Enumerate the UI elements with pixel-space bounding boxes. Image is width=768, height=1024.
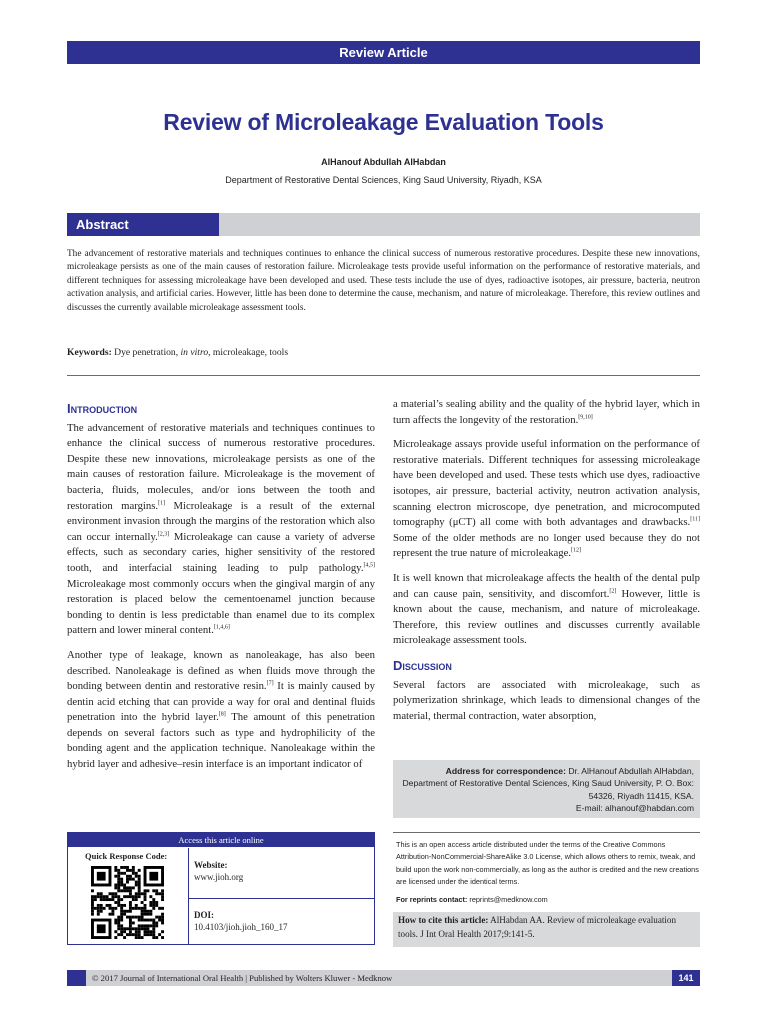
correspondence-line-3: 54326, Riyadh 11415, KSA.	[588, 790, 694, 801]
intro-paragraph-3	[393, 397, 700, 428]
intro-paragraph-5	[393, 571, 700, 649]
access-divider-vertical	[188, 848, 189, 944]
paragraph-text: The amount of this penetration depends on several factors such as type and hydrophilicity of the bonding agent and the application technique. Nanoleakage within the hybrid layer and adhesive–resin interface is an important indicator of	[67, 711, 375, 771]
correspondence-text	[398, 765, 694, 814]
discussion-heading: Discussion	[393, 657, 452, 673]
author-names: AlHanouf Abdullah AlHabdan	[321, 157, 446, 167]
paragraph-text: The advancement of restorative materials and techniques continues to enhance the clinical success of numerous restorative procedures. Despite these new innovations, microleakage persists as one of the main causes of restoration failure. Microleakage is the movement of bacteria, fluids, molecules, and/or ions between the tooth and restoration margins.	[67, 421, 375, 512]
abstract-text: The advancement of restorative materials and techniques continues to enhance the clinical success of numerous restorative procedures. Despite these new innovations, microleakage persists as one of the main causes of restoration failure. Microleakage tests provide useful information on the performance of restorative materials, and different techniques for assessing microleakage have been developed and used. These tests include the use of dyes, radioactive isotopes, air pressure, bacteria, neutron activation analysis, and artificial caries. However, little has been done to determine the cause, mechanism, and nature of microleakage. Therefore, this review outlines and discusses the currently available microleakage assessment tools.	[67, 249, 700, 313]
citation-reference[interactable]: [9,10]	[578, 414, 593, 421]
keywords-italic: in vitro	[180, 347, 209, 358]
paragraph-text: However, little is known about the cause, mechanism, and nature of microleakage. Therefore, this review outlines and discusses currently available microleakage assessment tools.	[393, 587, 700, 647]
footer-copyright: © 2017 Journal of International Oral Health | Published by Wolters Kluwer - Medknow	[92, 973, 393, 983]
page-number: 141	[672, 970, 700, 986]
citation-label: How to cite this article:	[398, 915, 489, 925]
website-link[interactable]: www.jioh.org	[194, 872, 244, 882]
body-column-right	[393, 397, 700, 733]
keywords-pre: Dye penetration,	[111, 347, 181, 358]
citation-body: AlHabdan AA. Review of microleakage evaluation tools. J Int Oral Health 2017;9:141-5.	[398, 915, 677, 939]
paragraph-text: Some of the older methods are no longer used because they do not represent the true nature of microleakage.	[393, 531, 700, 560]
discussion-paragraph-1: Several factors are associated with microleakage, such as polymerization shrinkage, which leads to dimensional changes of the material, thermal contraction, water absorption,	[393, 678, 700, 722]
citation-reference[interactable]: [12]	[571, 547, 582, 554]
keywords-label: Keywords:	[67, 347, 112, 358]
citation-text	[398, 914, 694, 941]
keywords-post: , microleakage, tools	[208, 347, 289, 358]
intro-paragraph-2	[67, 648, 375, 773]
citation-reference[interactable]: [1,4,6]	[213, 624, 230, 631]
correspondence-label: Address for correspondence:	[445, 766, 566, 776]
correspondence-line-2: Department of Restorative Dental Sciences, King Saud University, P. O. Box:	[402, 778, 694, 789]
introduction-heading: Introduction	[67, 401, 138, 416]
body-column-left	[67, 401, 375, 782]
paragraph-text: Microleakage most commonly occurs when the gingival margin of any restoration is placed below the cementoenamel junction because bonding to dentin is less predictable than enamel due to its complex pattern and lower mineral content.	[67, 577, 375, 637]
reprints-label: For reprints contact:	[396, 895, 468, 904]
correspondence-line-1: Dr. AlHanouf Abdullah AlHabdan,	[565, 766, 694, 776]
paragraph-text: Microleakage is a result of the external environment invasion through the margins of the restoration which also can occur internally.	[67, 499, 375, 543]
article-type-band: Review Article	[67, 41, 700, 64]
keywords-line	[67, 347, 700, 358]
citation-reference[interactable]: [7]	[266, 680, 274, 687]
license-divider	[393, 832, 700, 833]
intro-paragraph-4	[393, 437, 700, 562]
correspondence-email[interactable]: E-mail: alhanouf@habdan.com	[575, 802, 694, 813]
paragraph-text: Microleakage can cause a variety of adverse effects, such as secondary caries, higher sensitivity of the restored tooth, and interfacial staining leading to pulp pathology.	[67, 530, 375, 574]
qr-code-icon[interactable]	[91, 866, 164, 939]
citation-reference[interactable]: [4,5]	[363, 562, 375, 569]
reprints-email[interactable]: reprints@medknow.com	[467, 895, 548, 904]
section-divider	[67, 375, 700, 376]
access-divider-horizontal	[188, 898, 374, 899]
abstract-heading: Abstract	[67, 213, 219, 236]
paragraph-text: a material’s sealing ability and the quality of the hybrid layer, which in turn affects the longevity of the restoration.	[393, 398, 700, 426]
footer-accent	[67, 970, 86, 986]
doi-link[interactable]: 10.4103/jioh.jioh_160_17	[194, 922, 288, 932]
citation-reference[interactable]: [2]	[609, 587, 617, 594]
citation-reference[interactable]: [1]	[158, 500, 166, 506]
intro-paragraph-1	[67, 421, 375, 639]
citation-reference[interactable]: [11]	[690, 516, 700, 523]
article-title: Review of Microleakage Evaluation Tools	[163, 109, 604, 135]
license-text: This is an open access article distributed under the terms of the Creative Commons Attribution-NonCommercial-ShareAlike 3.0 License, which allows others to remix, tweak, and build upon the work non-commercially, as long as the author is credited and the new creations are licensed under the identical terms.	[396, 840, 699, 886]
website-label: Website:	[194, 860, 228, 870]
paragraph-text: Another type of leakage, known as nanoleakage, has also been described. Nanoleakage is defined as when fluids move through the bonding between dentin and restorative resin.	[67, 648, 375, 693]
citation-reference[interactable]: [8]	[218, 711, 226, 718]
paragraph-text: It is mainly caused by dentin acid etching that can provide a way for oral and dentinal fluids penetration into the hybrid layer.	[67, 680, 375, 724]
citation-reference[interactable]: [2,3]	[157, 531, 170, 538]
access-panel-header: Access this article online	[68, 833, 374, 847]
author-affiliation: Department of Restorative Dental Sciences, King Saud University, Riyadh, KSA	[225, 175, 542, 185]
reprints-line	[396, 895, 548, 904]
qr-code-label: Quick Response Code:	[85, 851, 168, 861]
paragraph-text: It is well known that microleakage affects the health of the dental pulp and can cause pain, sensitivity, and discomfort.	[393, 571, 700, 600]
paragraph-text: Microleakage assays provide useful information on the performance of restorative materials. Different techniques for assessing microleakage have been developed and used. These tests which use dyes, radioactive isotopes, air pressure, bacterial activity, neutron activation analysis, scanning electron microscope, dye penetration, and microcomputed tomography (μCT) all come with both advantages and drawbacks.	[393, 438, 700, 529]
doi-label: DOI:	[194, 910, 214, 920]
